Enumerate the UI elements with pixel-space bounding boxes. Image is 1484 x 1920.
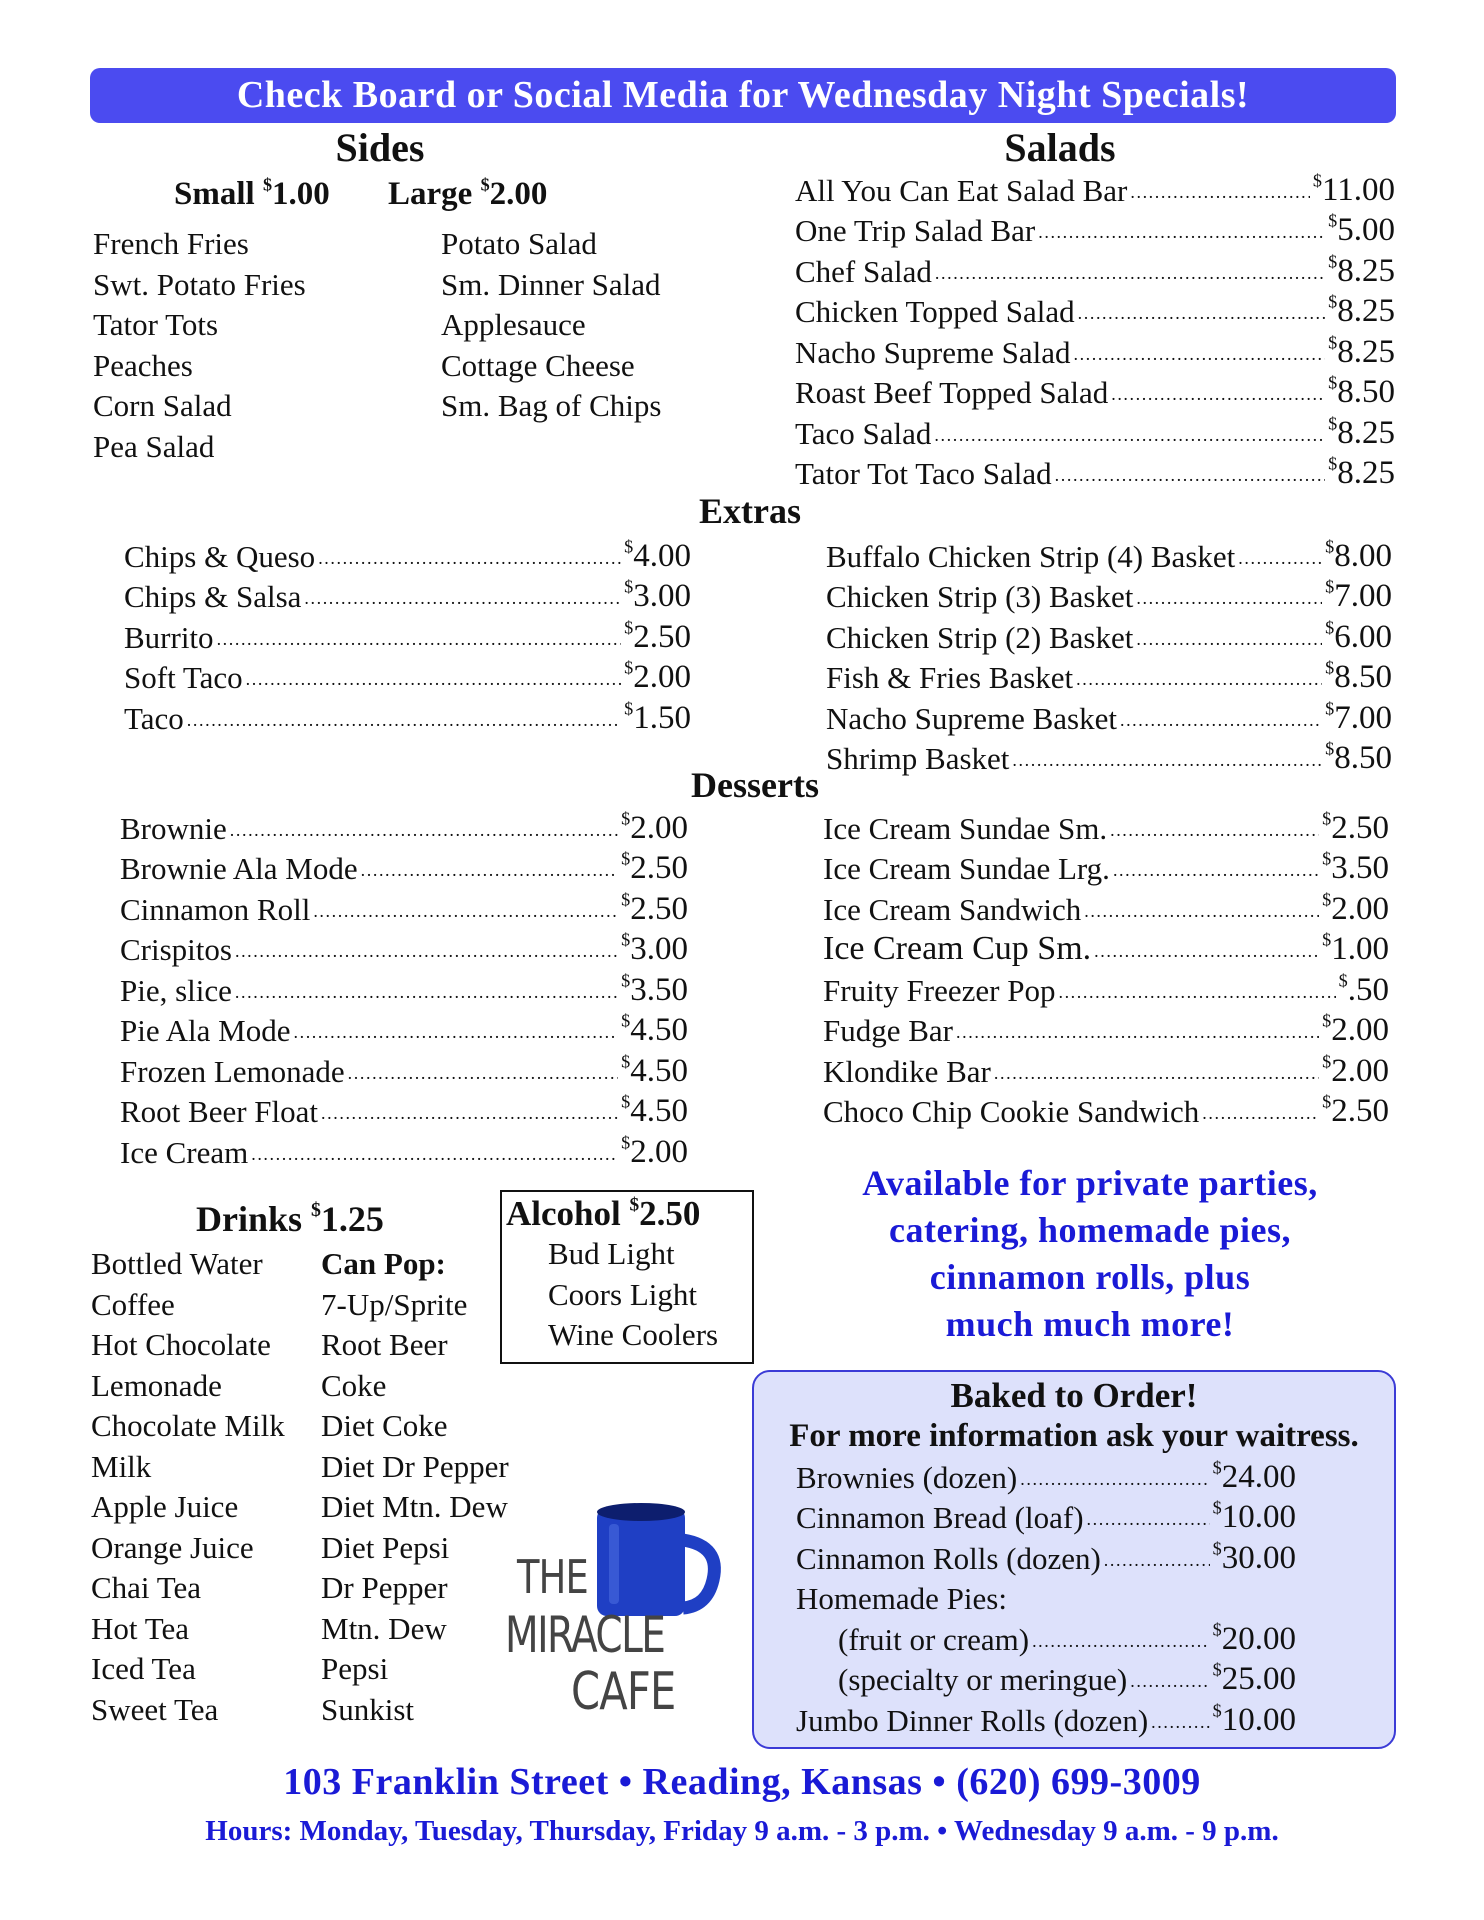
sides-list-right <box>441 224 661 427</box>
menu-row: Burrito ..... $2.50 <box>124 615 691 656</box>
menu-row: Klondike Bar ..... $2.00 <box>823 1049 1389 1090</box>
list-item: Iced Tea <box>91 1651 196 1686</box>
menu-row: One Trip Salad Bar ..... $5.00 <box>795 209 1395 250</box>
menu-row: Cinnamon Bread (loaf) ..... $10.00 <box>796 1496 1296 1537</box>
list-item: Coke <box>321 1367 387 1403</box>
menu-row: Pie Ala Mode ..... $4.50 <box>120 1009 688 1050</box>
list-item: Chai Tea <box>91 1570 202 1605</box>
drinks-list-left <box>91 1244 285 1730</box>
alcohol-list <box>502 1234 752 1356</box>
menu-row: Chicken Strip (3) Basket ..... $7.00 <box>826 575 1392 616</box>
list-item: Apple Juice <box>91 1489 239 1524</box>
can-pop-label: Can Pop: <box>321 1246 446 1281</box>
menu-row: Soft Taco ..... $2.00 <box>124 656 691 697</box>
desserts-list-left <box>120 806 688 1171</box>
drinks-list-right <box>321 1244 509 1730</box>
list-item: Diet Dr Pepper <box>321 1448 509 1484</box>
menu-row: (fruit or cream) ..... $20.00 <box>796 1617 1296 1658</box>
menu-row: Choco Chip Cookie Sandwich ..... $2.50 <box>823 1090 1389 1131</box>
list-item: Hot Tea <box>91 1610 189 1646</box>
list-item: French Fries <box>93 226 249 261</box>
list-item: Root Beer <box>321 1327 448 1362</box>
list-item: Orange Juice <box>91 1529 254 1565</box>
list-item: Bottled Water <box>91 1246 263 1281</box>
menu-row: Crispitos ..... $3.00 <box>120 928 688 969</box>
pies-label: Homemade Pies: <box>796 1581 1007 1616</box>
list-item: Sweet Tea <box>91 1691 219 1727</box>
menu-row: Brownie Ala Mode ..... $2.50 <box>120 847 688 888</box>
list-item: Milk <box>91 1448 152 1484</box>
list-item: Mtn. Dew <box>321 1610 447 1646</box>
menu-row: Nacho Supreme Basket ..... $7.00 <box>826 696 1392 737</box>
list-item: Lemonade <box>91 1367 222 1403</box>
desserts-heading: Desserts <box>691 765 819 805</box>
list-item: 7-Up/Sprite <box>321 1286 468 1322</box>
list-item: Potato Salad <box>441 226 597 261</box>
list-item: Hot Chocolate <box>91 1327 271 1362</box>
menu-row: Tator Tot Taco Salad ..... $8.25 <box>795 452 1395 493</box>
menu-row: (specialty or meringue) ..... $25.00 <box>796 1658 1296 1699</box>
desserts-list-right <box>823 806 1389 1130</box>
baked-list <box>796 1455 1296 1739</box>
list-item: Pepsi <box>321 1651 389 1686</box>
menu-row: Fruity Freezer Pop ..... $.50 <box>823 968 1389 1009</box>
extras-heading: Extras <box>699 491 801 531</box>
menu-row: Brownie ..... $2.00 <box>120 806 688 847</box>
sides-small-price: Small $1.00 <box>174 174 330 212</box>
alcohol-heading: Alcohol $2.50 <box>506 1194 701 1233</box>
drinks-heading: Drinks $1.25 <box>196 1199 384 1239</box>
list-item: Sm. Dinner Salad <box>441 266 661 302</box>
menu-row: Chef Salad ..... $8.25 <box>795 249 1395 290</box>
list-item: Coffee <box>91 1286 175 1322</box>
menu-row: Ice Cream Sandwich ..... $2.00 <box>823 887 1389 928</box>
menu-row: Roast Beef Topped Salad ..... $8.50 <box>795 371 1395 412</box>
baked-to-order-box <box>752 1370 1396 1749</box>
menu-row: Fish & Fries Basket ..... $8.50 <box>826 656 1392 697</box>
salads-list <box>795 168 1395 492</box>
menu-row: Ice Cream Cup Sm. ..... $1.00 <box>823 928 1389 969</box>
baked-subheading: For more information ask your waitress. <box>789 1418 1359 1454</box>
menu-row: Taco ..... $1.50 <box>124 696 691 737</box>
menu-row: Buffalo Chicken Strip (4) Basket ..... $8.00 <box>826 534 1392 575</box>
menu-row: Ice Cream Sundae Sm. ..... $2.50 <box>823 806 1389 847</box>
list-item: Tator Tots <box>93 307 219 342</box>
logo-text-the: THE <box>517 1550 589 1604</box>
menu-row: Ice Cream Sundae Lrg. ..... $3.50 <box>823 847 1389 888</box>
menu-row: Root Beer Float ..... $4.50 <box>120 1090 688 1131</box>
list-item: Sm. Bag of Chips <box>441 388 662 423</box>
list-item: Peaches <box>93 347 193 383</box>
salads-heading: Salads <box>1004 125 1116 170</box>
menu-row: Brownies (dozen) ..... $24.00 <box>796 1455 1296 1496</box>
menu-row: All You Can Eat Salad Bar ..... $11.00 <box>795 168 1395 209</box>
list-item: Applesauce <box>441 307 586 342</box>
logo-text-miracle: MIRACLE <box>505 1606 665 1664</box>
list-item: Cottage Cheese <box>441 347 635 383</box>
promo-text: Available for private parties, catering, homemade pies, cinnamon rolls, plus much much more! <box>862 1163 1318 1344</box>
baked-heading: Baked to Order! <box>950 1376 1198 1415</box>
hours-line: Hours: Monday, Tuesday, Thursday, Friday 9 a.m. - 3 p.m. • Wednesday 9 a.m. - 9 p.m. <box>205 1815 1279 1847</box>
menu-row: Cinnamon Rolls (dozen) ..... $30.00 <box>796 1536 1296 1577</box>
menu-row: Ice Cream ..... $2.00 <box>120 1130 688 1171</box>
list-item: Chocolate Milk <box>91 1408 285 1443</box>
list-item: Wine Coolers <box>548 1317 719 1352</box>
alcohol-box <box>500 1190 754 1364</box>
list-item: Dr Pepper <box>321 1570 448 1605</box>
menu-row: Jumbo Dinner Rolls (dozen) ..... $10.00 <box>796 1698 1296 1739</box>
list-item: Coors Light <box>548 1276 697 1312</box>
list-item: Bud Light <box>548 1236 675 1271</box>
logo-text-cafe: CAFE <box>571 1662 676 1722</box>
menu-row: Chicken Topped Salad ..... $8.25 <box>795 290 1395 331</box>
menu-row: Pie, slice ..... $3.50 <box>120 968 688 1009</box>
list-item: Diet Mtn. Dew <box>321 1489 508 1524</box>
menu-row: Nacho Supreme Salad ..... $8.25 <box>795 330 1395 371</box>
address-line: 103 Franklin Street • Reading, Kansas • (620) 699-3009 <box>283 1761 1201 1803</box>
sides-heading: Sides <box>335 125 425 170</box>
menu-row: Chips & Salsa ..... $3.00 <box>124 575 691 616</box>
list-item: Diet Pepsi <box>321 1529 450 1565</box>
list-item: Corn Salad <box>93 388 232 423</box>
menu-row: Shrimp Basket ..... $8.50 <box>826 737 1392 778</box>
menu-row: Taco Salad ..... $8.25 <box>795 411 1395 452</box>
list-item: Pea Salad <box>93 428 215 464</box>
list-item: Diet Coke <box>321 1408 448 1443</box>
menu-row: Chips & Queso ..... $4.00 <box>124 534 691 575</box>
list-item: Swt. Potato Fries <box>93 266 306 302</box>
menu-row: Chicken Strip (2) Basket ..... $6.00 <box>826 615 1392 656</box>
menu-row: Fudge Bar ..... $2.00 <box>823 1009 1389 1050</box>
specials-banner: Check Board or Social Media for Wednesday Night Specials! <box>90 68 1396 123</box>
menu-row: Frozen Lemonade ..... $4.50 <box>120 1049 688 1090</box>
menu-row: Cinnamon Roll ..... $2.50 <box>120 887 688 928</box>
extras-list-left <box>124 534 691 737</box>
sides-list-left <box>93 224 306 467</box>
miracle-cafe-logo <box>505 1500 730 1730</box>
sides-large-price: Large $2.00 <box>388 174 548 212</box>
extras-list-right <box>826 534 1392 777</box>
list-item: Sunkist <box>321 1691 415 1727</box>
